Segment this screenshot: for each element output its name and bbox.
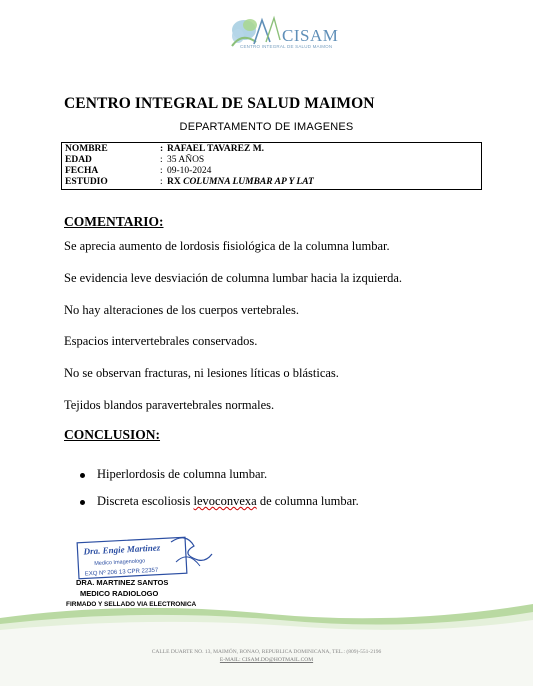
study-name: COLUMNA LUMBAR AP Y LAT bbox=[183, 177, 314, 187]
comentario-line: Espacios intervertebrales conservados. bbox=[64, 334, 258, 348]
patient-name-value: RAFAEL TAVAREZ M. bbox=[167, 144, 265, 154]
logo-wordmark: CISAM bbox=[282, 26, 339, 45]
bullet-icon bbox=[80, 500, 85, 505]
conclusion-item-text: Hiperlordosis de columna lumbar. bbox=[97, 467, 268, 481]
stamp-line: Dra. Engie Martinez bbox=[83, 542, 161, 557]
comentario-line: Se aprecia aumento de lordosis fisiológica de la columna lumbar. bbox=[64, 239, 390, 253]
patient-colon: : bbox=[160, 177, 163, 187]
comentario-line: No hay alteraciones de los cuerpos vertebrales. bbox=[64, 303, 299, 317]
comentario-line: Se evidencia leve desviación de columna lumbar hacia la izquierda. bbox=[64, 271, 403, 285]
text-segment: de columna lumbar. bbox=[256, 494, 359, 508]
patient-age-value: 35 AÑOS bbox=[167, 155, 205, 165]
comentario-line: No se observan fracturas, ni lesiones líticas o blásticas. bbox=[64, 366, 339, 380]
logo-subtitle: CENTRO INTEGRAL DE SALUD MAIMON bbox=[240, 44, 333, 49]
signature-note: FIRMADO Y SELLADO VIA ELECTRONICA bbox=[66, 601, 197, 608]
footer-email-link[interactable]: E-MAIL: CISAM.DO@HOTMAIL.COM bbox=[219, 657, 314, 663]
patient-colon: : bbox=[160, 155, 163, 165]
footer-address: CALLE DUARTE NO. 13, MAIMÓN, BONAO, REPUBLICA DOMINICANA, TEL.: (809)-551-2196 bbox=[151, 649, 382, 655]
study-prefix: RX bbox=[167, 177, 181, 187]
patient-info-box bbox=[61, 142, 482, 190]
stamp-line: EXQ Nº 206 13 CPR 22357 bbox=[84, 567, 159, 578]
bullet-icon bbox=[80, 473, 85, 478]
conclusion-item-text bbox=[97, 494, 359, 509]
patient-date-value: 09-10-2024 bbox=[167, 166, 212, 176]
comentario-heading: COMENTARIO: bbox=[64, 214, 164, 229]
stamp-line: Medico Imagenologo bbox=[94, 558, 146, 567]
signer-name: DRA. MARTINEZ SANTOS bbox=[76, 578, 169, 587]
patient-label: ESTUDIO bbox=[65, 177, 108, 187]
comentario-line: Tejidos blandos paravertebrales normales. bbox=[64, 398, 275, 412]
footer-wave-decoration bbox=[0, 600, 533, 686]
patient-label: FECHA bbox=[65, 166, 99, 176]
page-title: CENTRO INTEGRAL DE SALUD MAIMON bbox=[64, 95, 375, 112]
department-heading: DEPARTAMENTO DE IMAGENES bbox=[179, 121, 354, 133]
patient-label: NOMBRE bbox=[65, 144, 108, 154]
signer-title: MEDICO RADIOLOGO bbox=[80, 589, 159, 598]
patient-colon: : bbox=[160, 166, 163, 176]
conclusion-heading: CONCLUSION: bbox=[64, 427, 161, 442]
text-segment: Discreta escoliosis bbox=[97, 494, 194, 508]
patient-study-value bbox=[167, 177, 314, 187]
signature-stamp-icon bbox=[76, 532, 216, 580]
spellcheck-flagged-word[interactable]: levoconvexa bbox=[193, 494, 257, 508]
patient-label: EDAD bbox=[65, 155, 92, 165]
patient-colon: : bbox=[160, 144, 164, 154]
